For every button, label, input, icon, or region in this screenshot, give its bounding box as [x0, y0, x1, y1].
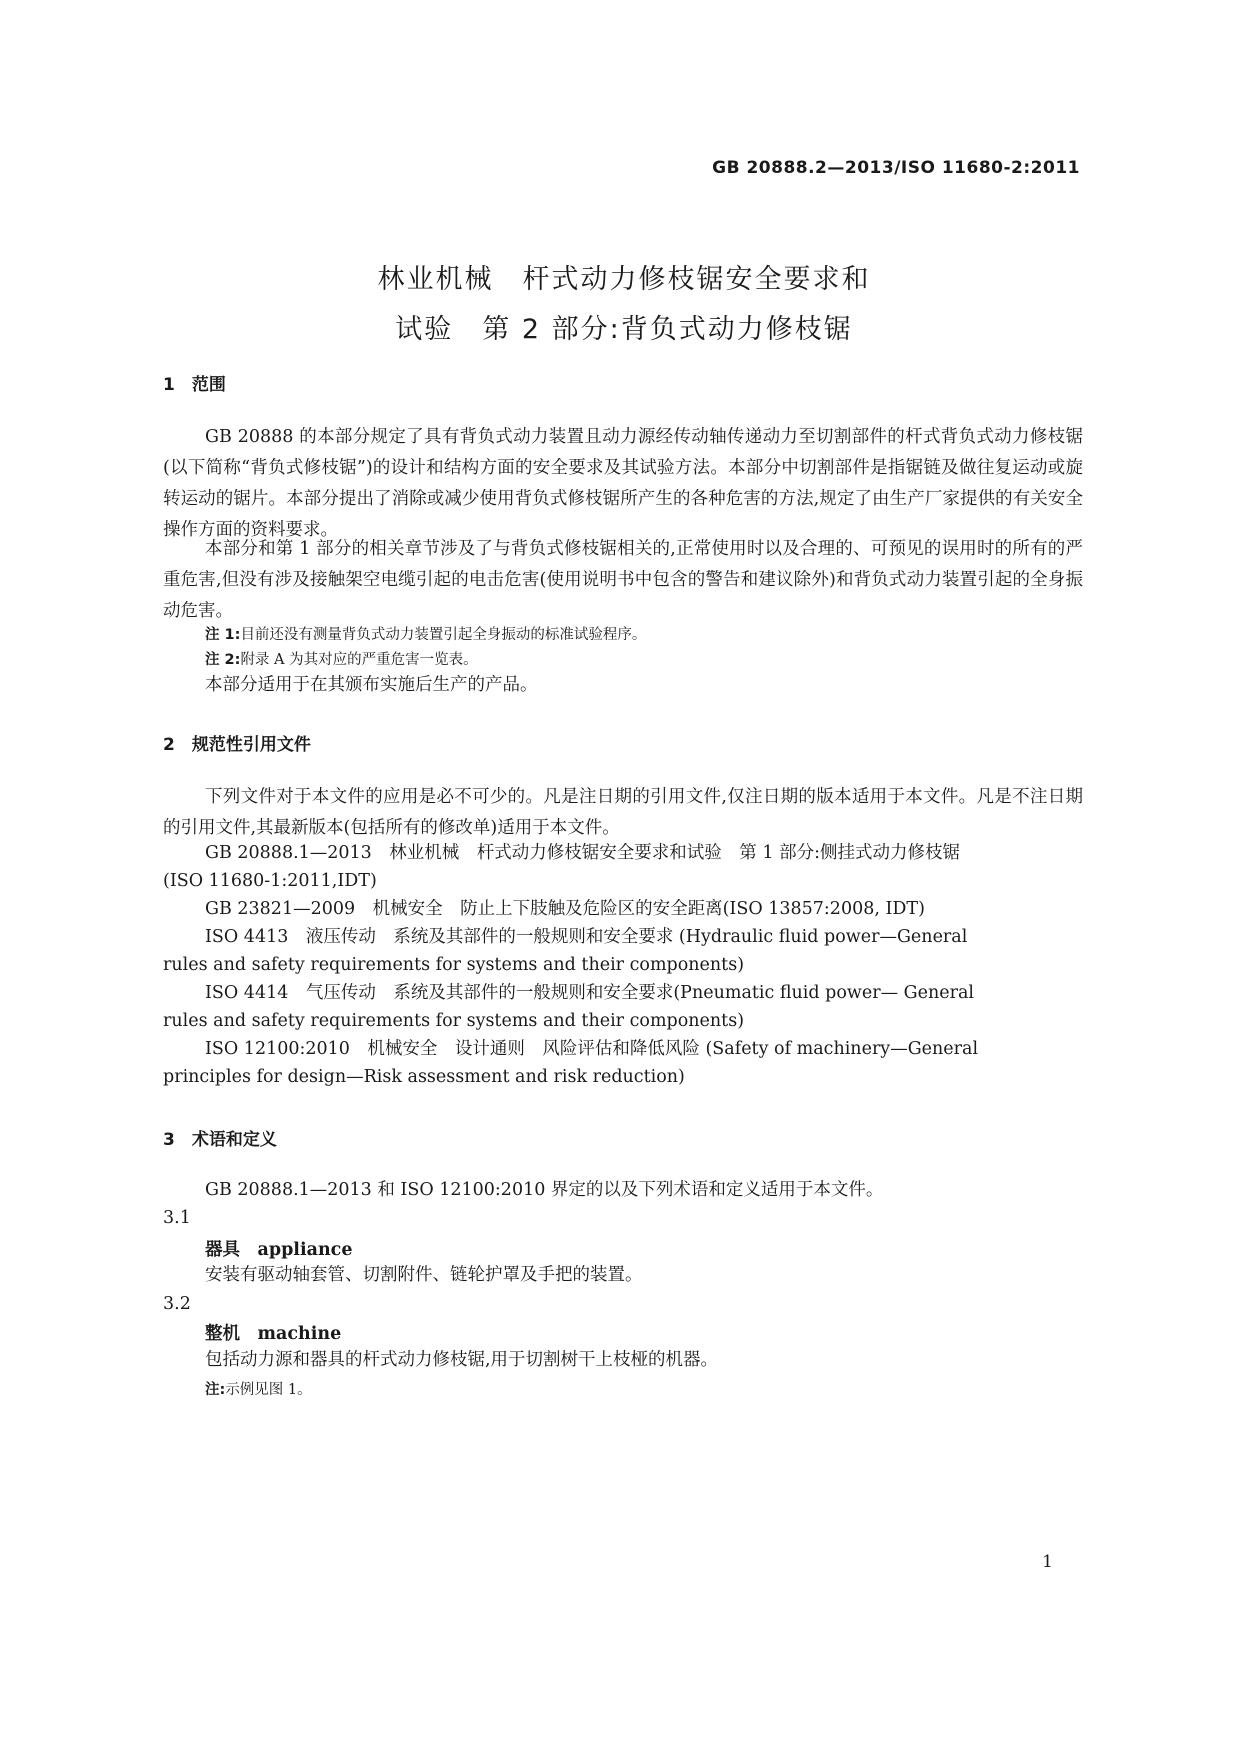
term-2-note-label: 注: — [205, 1382, 226, 1398]
section-1-para-3: 本部分适用于在其颁布实施后生产的产品。 — [205, 675, 538, 695]
reference-4-line-2: rules and safety requirements for systems and their components) — [163, 1011, 745, 1031]
note-2-text: 附录 A 为其对应的严重危害一览表。 — [240, 652, 478, 668]
reference-4-line-1: ISO 4414 气压传动 系统及其部件的一般规则和安全要求(Pneumatic fluid power— General — [205, 983, 975, 1003]
note-2-label: 注 2: — [205, 652, 241, 668]
note-1-label: 注 1: — [205, 627, 241, 643]
section-3-heading: 3 术语和定义 — [163, 1130, 277, 1150]
section-3-intro: GB 20888.1—2013 和 ISO 12100:2010 界定的以及下列术语和定义适用于本文件。 — [205, 1180, 884, 1200]
section-1-para-2: 本部分和第 1 部分的相关章节涉及了与背负式修枝锯相关的,正常使用时以及合理的、可预见的误用时的所有的严重危害,但没有涉及接触架空电缆引起的电击危害(使用说明书中包含的警告和建议除外)和背负式动力装置引起的全身振动危害。 — [163, 539, 1083, 621]
title-line-1: 林业机械 杆式动力修枝锯安全要求和 — [377, 264, 871, 295]
reference-2: GB 23821—2009 机械安全 防止上下肢触及危险区的安全距离(ISO 13857:2008, IDT) — [205, 899, 925, 919]
term-2-definition: 包括动力源和器具的杆式动力修枝锯,用于切割树干上枝桠的机器。 — [205, 1350, 719, 1370]
note-1 — [205, 623, 646, 647]
document-title — [0, 255, 1248, 355]
term-2-note — [205, 1378, 312, 1402]
term-2-number: 3.2 — [163, 1294, 191, 1314]
standard-number: GB 20888.2—2013/ISO 11680-2:2011 — [712, 158, 1080, 178]
reference-5-line-1: ISO 12100:2010 机械安全 设计通则 风险评估和降低风险 (Safety of machinery—General — [205, 1039, 979, 1059]
reference-3-line-2: rules and safety requirements for systems and their components) — [163, 955, 745, 975]
section-1-para-1: GB 20888 的本部分规定了具有背负式动力装置且动力源经传动轴传递动力至切割部件的杆式背负式动力修枝锯(以下简称“背负式修枝锯”)的设计和结构方面的安全要求及其试验方法。本部分中切割部件是指锯链及做往复运动或旋转运动的锯片。本部分提出了消除或减少使用背负式修枝锯所产生的各种危害的方法,规定了由生产厂家提供的有关安全操作方面的资料要求。 — [163, 427, 1083, 540]
term-1-number: 3.1 — [163, 1208, 191, 1228]
page-number: 1 — [1042, 1552, 1053, 1572]
reference-3-line-1: ISO 4413 液压传动 系统及其部件的一般规则和安全要求 (Hydraulic fluid power—General — [205, 927, 968, 947]
term-1-name: 器具 appliance — [205, 1240, 353, 1260]
reference-1-line-1: GB 20888.1—2013 林业机械 杆式动力修枝锯安全要求和试验 第 1 部分:侧挂式动力修枝锯 — [205, 843, 960, 863]
note-2 — [205, 648, 478, 672]
term-2-note-text: 示例见图 1。 — [225, 1382, 312, 1398]
section-2-intro: 下列文件对于本文件的应用是必不可少的。凡是注日期的引用文件,仅注日期的版本适用于本文件。凡是不注日期的引用文件,其最新版本(包括所有的修改单)适用于本文件。 — [163, 787, 1083, 838]
reference-5-line-2: principles for design—Risk assessment and risk reduction) — [163, 1067, 685, 1087]
section-1-heading: 1 范围 — [163, 375, 226, 395]
title-line-2: 试验 第 2 部分:背负式动力修枝锯 — [395, 314, 853, 345]
term-2-name: 整机 machine — [205, 1324, 342, 1344]
term-1-definition: 安装有驱动轴套管、切割附件、链轮护罩及手把的装置。 — [205, 1265, 643, 1285]
note-1-text: 目前还没有测量背负式动力装置引起全身振动的标准试验程序。 — [240, 627, 647, 643]
reference-1-line-2: (ISO 11680-1:2011,IDT) — [163, 871, 377, 891]
section-2-heading: 2 规范性引用文件 — [163, 735, 311, 755]
